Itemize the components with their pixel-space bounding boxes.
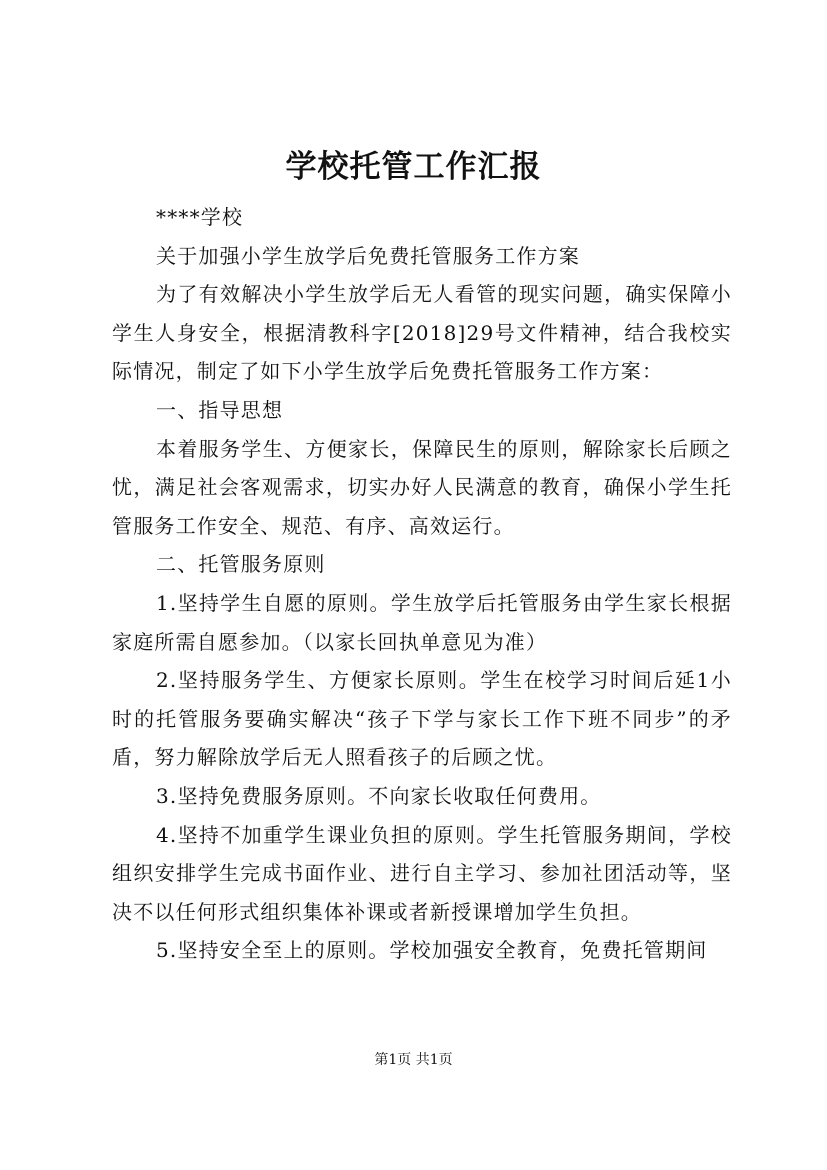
school-name: ****学校 [156,205,244,229]
section-heading-principles: 二、托管服务原则 [156,552,326,577]
page-number-footer: 第1页 共1页 [374,1052,453,1068]
principle-3: 3.坚持免费服务原则。不向家长收取任何费用。 [156,783,602,808]
section-heading-guiding-idea: 一、指导思想 [156,397,284,422]
principle-2: 2.坚持服务学生、方便家长原则。学生在校学习时间后延1小时的托管服务要确实解决“孩子下学与家长工作下班不同步”的矛盾，努力解除放学后无人照看孩子的后顾之忧。 [112,668,732,770]
document-body [112,198,732,970]
principle-5: 5.坚持安全至上的原则。学校加强安全教育，免费托管期间 [156,938,708,963]
guiding-idea-paragraph: 本着服务学生、方便家长，保障民生的原则，解除家长后顾之忧，满足社会客观需求，切实办好人民满意的教育，确保小学生托管服务工作安全、规范、有序、高效运行。 [112,436,732,538]
principle-4: 4.坚持不加重学生课业负担的原则。学生托管服务期间，学校组织安排学生完成书面作业、进行自主学习、参加社团活动等，坚决不以任何形式组织集体补课或者新授课增加学生负担。 [112,822,732,924]
intro-paragraph: 为了有效解决小学生放学后无人看管的现实问题，确实保障小学生人身安全，根据清教科字[2018]29号文件精神，结合我校实际情况，制定了如下小学生放学后免费托管服务工作方案： [112,282,732,384]
principle-1: 1.坚持学生自愿的原则。学生放学后托管服务由学生家长根据家庭所需自愿参加。（以家长回执单意见为准） [112,590,732,654]
plan-title: 关于加强小学生放学后免费托管服务工作方案 [156,243,580,268]
document-title: 学校托管工作汇报 [285,149,542,185]
